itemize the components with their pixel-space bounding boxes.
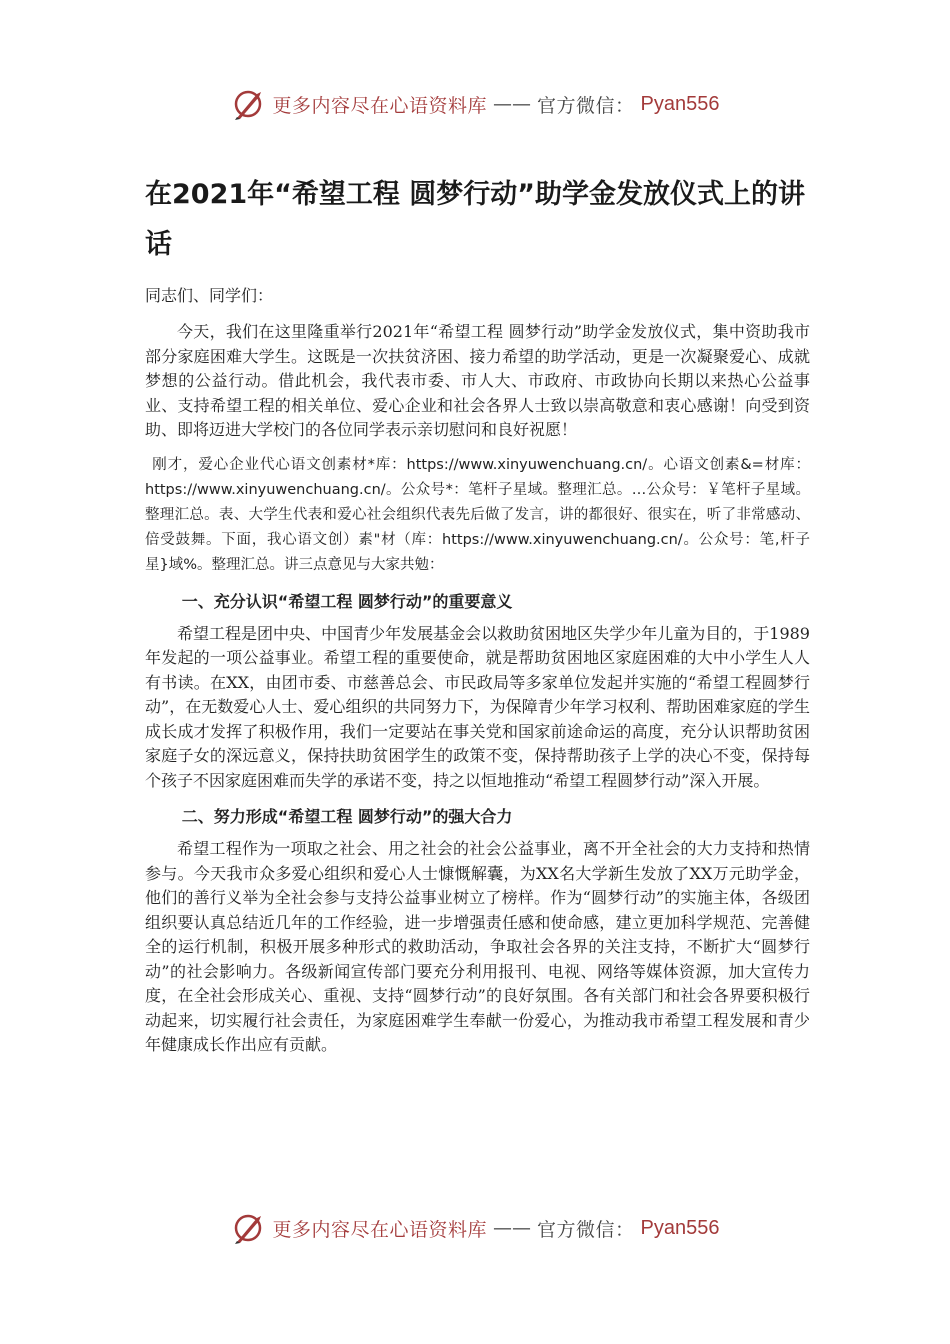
- section-2-body: 希望工程作为一项取之社会、用之社会的社会公益事业，离不开全社会的大力支持和热情参与。今天我市众多爱心组织和爱心人士慷慨解囊，为XX名大学新生发放了XX万元助学金，他们的善行义举为全社会参与支持公益事业树立了榜样。作为“圆梦行动”的实施主体，各级团组织要认真总结近几年的工作经验，进一步增强责任感和使命感，建立更加科学规范、完善健全的运行机制，积极开展多种形式的救助活动，争取社会各界的关注支持，不断扩大“圆梦行动”的社会影响力。各级新闻宣传部门要充分利用报刊、电视、网络等媒体资源，加大宣传力度，在全社会形成关心、重视、支持“圆梦行动”的良好氛围。各有关部门和社会各界要积极行动起来，切实履行社会责任，为家庭困难学生奉献一份爱心，为推动我市希望工程发展和青少年健康成长作出应有贡献。: [145, 839, 810, 1054]
- pen-logo-icon: [231, 1210, 267, 1246]
- header-banner: [0, 84, 950, 124]
- banner-dash: ——: [493, 1217, 532, 1239]
- contact-id: Pyan556: [640, 1216, 720, 1239]
- banner-dash: ——: [493, 93, 532, 115]
- section-1-body: 希望工程是团中央、中国青少年发展基金会以救助贫困地区失学少年儿童为目的，于1989年发起的一项公益事业。希望工程的重要使命，就是帮助贫困地区家庭困难的大中小学生人人有书读。在XX，由团市委、市慈善总会、市民政局等多家单位发起并实施的“希望工程圆梦行动”，在无数爱心人士、爱心组织的共同努力下，为保障青少年学习权利、帮助困难家庭的学生成长成才发挥了积极作用，我们一定要站在事关党和国家前途命运的高度，充分认识帮助贫困家庭子女的深远意义，保持扶助贫困学生的政策不变，保持帮助孩子上学的决心不变，保持每个孩子不因家庭困难而失学的承诺不变，持之以恒地推动“希望工程圆梦行动”深入开展。: [145, 623, 810, 790]
- pen-logo-icon: [231, 86, 267, 122]
- document-body: [145, 170, 810, 1068]
- salutation: 同志们、同学们：: [145, 286, 274, 305]
- contact-label: 官方微信：: [537, 1218, 635, 1241]
- contact-id: Pyan556: [640, 92, 720, 115]
- footer-banner: [0, 1208, 950, 1248]
- intro-paragraph: 今天，我们在这里隆重举行2021年“希望工程 圆梦行动”助学金发放仪式，集中资助我市部分家庭困难大学生。这既是一次扶贫济困、接力希望的助学活动，更是一次凝聚爱心、成就梦想的公益行动。借此机会，我代表市委、市人大、市政府、市政协向长期以来热心公益事业、支持希望工程的相关单位、爱心企业和社会各界人士致以崇高敬意和衷心感谢！向受到资助、即将迈进大学校门的各位同学表示亲切慰问和良好祝愿！: [145, 322, 810, 439]
- brand-name: 更多内容尽在心语资料库: [272, 1218, 488, 1241]
- section-2-heading: 二、努力形成“希望工程 圆梦行动”的强大合力: [181, 807, 513, 826]
- contact-label: 官方微信：: [537, 94, 635, 117]
- section-1-heading: 一、充分认识“希望工程 圆梦行动”的重要意义: [181, 591, 513, 611]
- mixed-paragraph: 刚才，爱心企业代心语文创素材*库：https://www.xinyuwenchuang.cn/。心语文创素&=材库：https://www.xinyuwenchuang.cn/。公众号*：笔杆子星域。整理汇总。…公众号：￥笔杆子星域。整理汇总。表、大学生代表和爱心社会组织代表先后做了发言，讲的都很好、很实在，听了非常感动、倍受鼓舞。下面，我心语文创）素"材（库：https://www.xinyuwenchuang.cn/。公众号：笔,杆子星}域%。整理汇总。讲三点意见与大家共勉：: [145, 456, 810, 573]
- document-title: 在2021年“希望工程 圆梦行动”助学金发放仪式上的讲话: [145, 179, 806, 260]
- brand-name: 更多内容尽在心语资料库: [272, 94, 488, 117]
